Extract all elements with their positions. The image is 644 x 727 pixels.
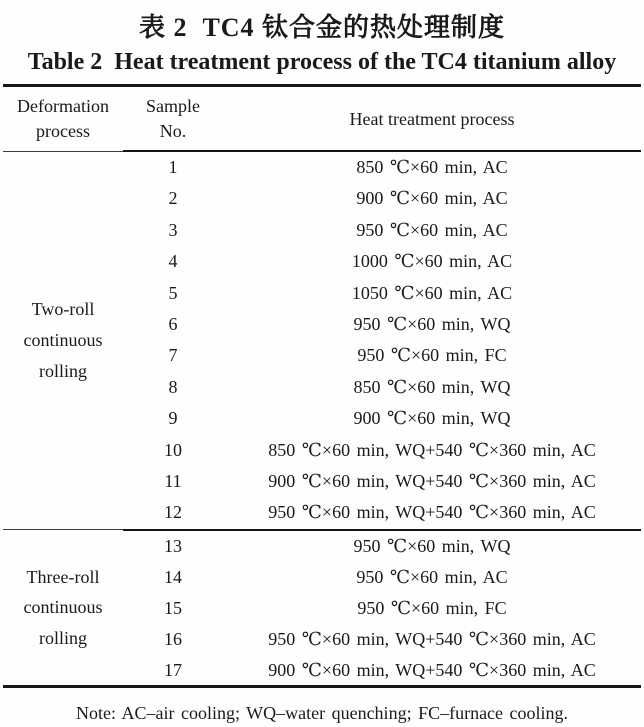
process-value: 950 ℃×60 min, FC (357, 597, 507, 618)
process-value: 950 ℃×60 min, AC (356, 566, 508, 587)
header-deformation-process (3, 86, 123, 152)
sample-no: 2 (168, 188, 178, 209)
sample-no: 14 (164, 566, 182, 587)
sample-no: 3 (168, 219, 178, 240)
sample-no: 8 (168, 376, 178, 397)
deformation-line: Three-roll (26, 566, 100, 587)
process-value: 900 ℃×60 min, WQ+540 ℃×360 min, AC (223, 655, 641, 687)
process-value: 950 ℃×60 min, FC (357, 345, 507, 366)
sample-no: 16 (164, 628, 182, 649)
header-deformation-line2: process (36, 121, 90, 142)
process-value: 950 ℃×60 min, WQ (353, 314, 511, 335)
sample-no: 4 (168, 251, 178, 272)
process-value: 850 ℃×60 min, WQ+540 ℃×360 min, AC (268, 439, 596, 460)
table-title-english: Table 2 Heat treatment process of the TC4 titanium alloy (27, 49, 617, 75)
deformation-line: continuous (23, 329, 103, 350)
process-value: 850 ℃×60 min, AC (356, 157, 508, 177)
sample-no: 6 (168, 314, 178, 335)
process-value: 900 ℃×60 min, WQ+540 ℃×360 min, AC (268, 471, 596, 492)
sample-no: 5 (168, 282, 178, 303)
deformation-line: Two-roll (31, 298, 95, 319)
table-row (3, 530, 641, 562)
group-two-roll (3, 151, 641, 530)
deformation-line: continuous (23, 597, 103, 618)
table-footnote: Note: AC–air cooling; WQ–water quenching; FC–furnace cooling. (75, 703, 569, 724)
sample-no: 1 (168, 157, 178, 177)
heat-treatment-table (3, 84, 641, 688)
sample-no: 7 (168, 345, 178, 366)
header-sample-line2: No. (159, 121, 187, 141)
process-value: 850 ℃×60 min, WQ (353, 376, 511, 397)
sample-no: 11 (164, 471, 182, 492)
sample-no: 13 (164, 535, 182, 556)
sample-no: 17 (123, 655, 223, 687)
table-container (3, 84, 641, 688)
header-deformation-line1: Deformation (17, 96, 109, 117)
sample-no: 10 (164, 439, 182, 460)
sample-no: 12 (123, 497, 223, 529)
process-value: 950 ℃×60 min, WQ+540 ℃×360 min, AC (223, 497, 641, 529)
header-row (3, 86, 641, 152)
deformation-line: rolling (39, 628, 87, 649)
table-row (3, 151, 641, 183)
deformation-label-three-roll (3, 530, 123, 687)
process-value: 950 ℃×60 min, WQ+540 ℃×360 min, AC (268, 628, 596, 649)
deformation-label-two-roll (3, 151, 123, 530)
sample-no: 9 (168, 408, 178, 429)
process-value: 1050 ℃×60 min, AC (351, 282, 513, 303)
table-header (3, 86, 641, 152)
process-value: 900 ℃×60 min, WQ (353, 408, 511, 429)
header-sample-line1: Sample (146, 96, 200, 116)
header-heat-treatment-process: Heat treatment process (223, 86, 641, 152)
process-value: 950 ℃×60 min, AC (356, 219, 508, 240)
sample-no: 15 (164, 597, 182, 618)
group-three-roll (3, 530, 641, 687)
process-value: 900 ℃×60 min, AC (356, 188, 508, 209)
deformation-line: rolling (39, 360, 87, 381)
process-value: 1000 ℃×60 min, AC (351, 251, 513, 272)
process-value: 950 ℃×60 min, WQ (353, 535, 511, 556)
table-title-chinese: 表 2 TC4 钛合金的热处理制度 (138, 13, 506, 42)
header-sample-no (123, 86, 223, 152)
